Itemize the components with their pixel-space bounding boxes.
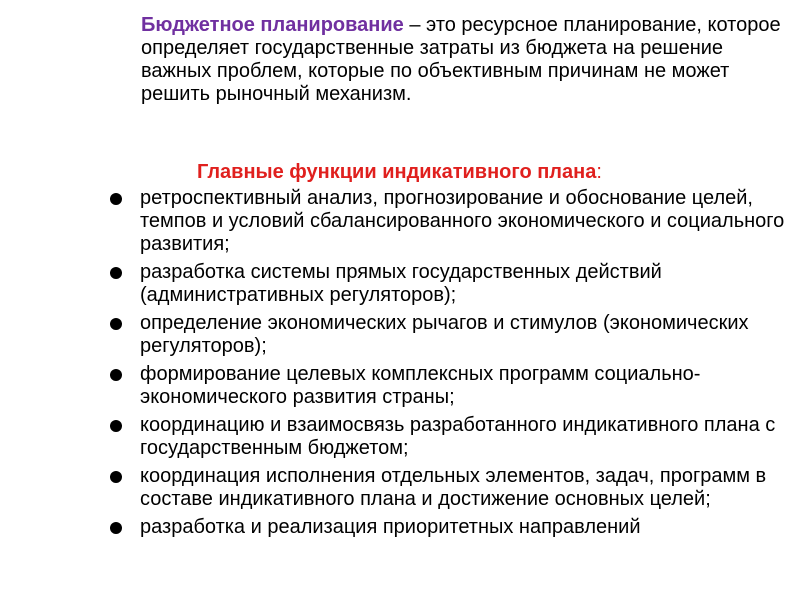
bullet-icon: [110, 369, 122, 381]
bullet-icon: [110, 267, 122, 279]
list-item: [110, 312, 790, 358]
list-item-text: формирование целевых комплексных программ социально-экономического развития страны;: [140, 363, 701, 408]
bullet-icon: [110, 420, 122, 432]
list-item-text: координацию и взаимосвязь разработанного индикативного плана с государственным бюджетом;: [140, 414, 776, 459]
functions-heading: [197, 161, 602, 184]
bullet-icon: [110, 318, 122, 330]
list-item-text: разработка системы прямых государственных действий (административных регуляторов);: [140, 261, 662, 306]
list-item: [110, 363, 790, 409]
list-item: [110, 516, 790, 539]
functions-heading-text: Главные функции индикативного плана: [197, 161, 597, 183]
list-item: [110, 414, 790, 460]
list-item: [110, 465, 790, 511]
bullet-icon: [110, 193, 122, 205]
intro-definition: – это ресурсное планирование, которое определяет государственные затраты из бюджета на решение важных проблем, которые по объективным причинам не может решить рыночный механизм.: [141, 14, 781, 105]
list-item: [110, 187, 790, 256]
list-item-text: координация исполнения отдельных элементов, задач, программ в составе индикативного плана и достижение основных целей;: [140, 465, 767, 510]
functions-list: [110, 187, 790, 544]
intro-paragraph: [141, 14, 781, 106]
functions-heading-colon: :: [596, 161, 602, 183]
intro-term: Бюджетное планирование: [141, 14, 404, 36]
list-item-text: ретроспективный анализ, прогнозирование и обоснование целей, темпов и условий сбалансированного экономического и социального развития;: [140, 187, 785, 255]
list-item-text: разработка и реализация приоритетных направлений: [140, 516, 641, 538]
list-item: [110, 261, 790, 307]
bullet-icon: [110, 522, 122, 534]
list-item-text: определение экономических рычагов и стимулов (экономических регуляторов);: [140, 312, 749, 357]
bullet-icon: [110, 471, 122, 483]
